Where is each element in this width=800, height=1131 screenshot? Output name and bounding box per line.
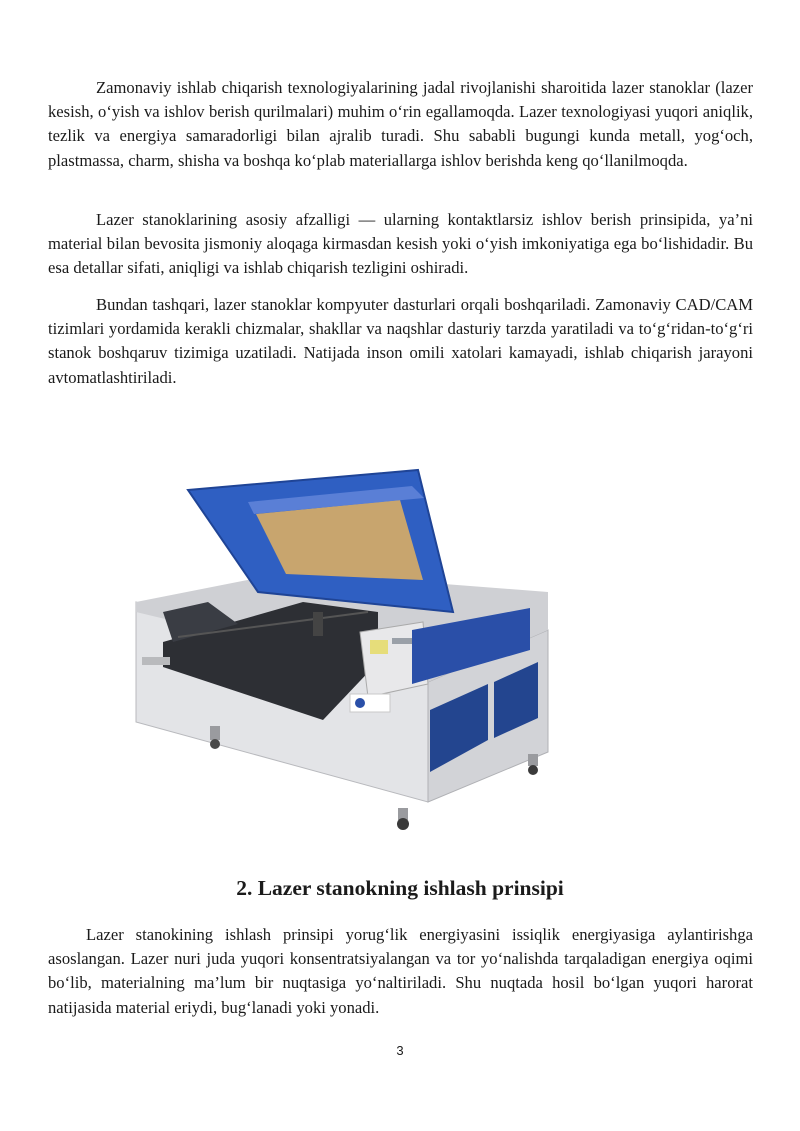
laser-machine-figure [128, 462, 558, 842]
laser-machine-illustration [128, 462, 558, 842]
section-heading: 2. Lazer stanokning ishlash prinsipi [236, 876, 564, 900]
section-paragraph-1: Lazer stanokining ishlash prinsipi yorug‘lik energiyasini issiqlik energiyasiga aylantirishga asoslangan. Lazer nuri juda yuqori konsentratsiyalangan va tor yo‘nalishda tarqaladigan energiya oqimi bo‘lib, materialning ma’lum bir nuqtasiga yo‘naltiriladi. Shu nuqtada hosil bo‘lgan yuqori harorat natijasida material eriydi, bug‘lanadi yoki yonadi. [48, 925, 753, 1017]
page-number: 3 [396, 1043, 404, 1058]
intro-paragraph-3: Bundan tashqari, lazer stanoklar kompyuter dasturlari orqali boshqariladi. Zamonaviy CAD/CAM tizimlari yordamida kerakli chizmalar, shakllar va naqshlar dasturiy tarzda yaratiladi va to‘g‘ridan-to‘g‘ri stanok boshqaruv tizimiga uzatiladi. Natijada inson omili xatolari kamayadi, ishlab chiqarish jarayoni avtomatlashtiriladi. [48, 295, 753, 387]
intro-paragraph-2: Lazer stanoklarining asosiy afzalligi — ularning kontaktlarsiz ishlov berish prinsipida, ya’ni material bilan bevosita jismoniy aloqaga kirmasdan kesish yoki o‘yish imkoniyatiga ega bo‘lishidadir. Bu esa detallar sifati, aniqligi va ishlab chiqarish tezligini oshiradi. [48, 210, 753, 278]
intro-paragraph-1: Zamonaviy ishlab chiqarish texnologiyalarining jadal rivojlanishi sharoitida lazer stanoklar (lazer kesish, o‘yish va ishlov berish qurilmalari) muhim o‘rin egallamoqda. Lazer texnologiyasi yuqori aniqlik, tezlik va energiya samaradorligi bilan ajralib turadi. Shu sababli bugungi kunda metall, yog‘och, plastmassa, charm, shisha va boshqa ko‘plab materiallarga ishlov berishda keng qo‘llanilmoqda. [48, 78, 753, 170]
